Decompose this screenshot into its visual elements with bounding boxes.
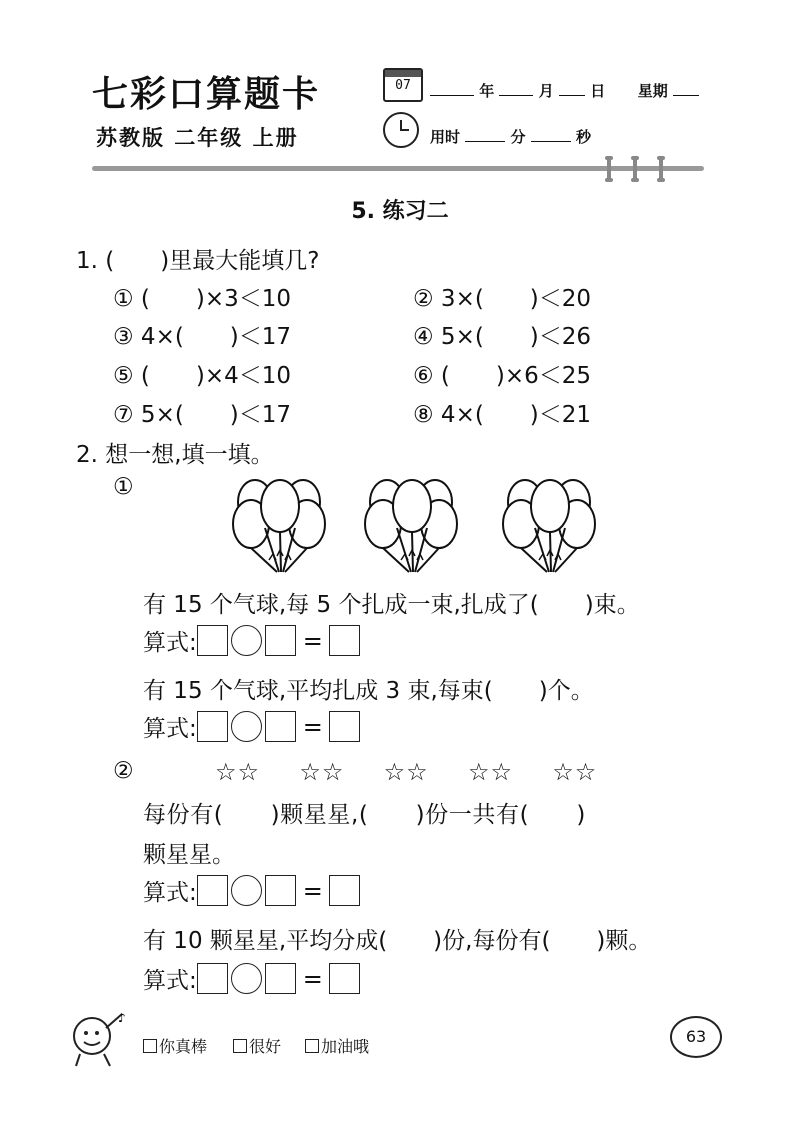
q2-line4: 有 10 颗星星,平均分成( )份,每份有( )颗。 [143, 928, 652, 954]
q2-line1: 有 15 个气球,每 5 个扎成一束,扎成了( )束。 [143, 592, 640, 618]
answer-box[interactable] [329, 711, 360, 742]
rating-option[interactable]: 你真棒 [143, 1034, 207, 1057]
clock-icon [383, 112, 419, 148]
q1-item: ① ( )×3＜10 [113, 286, 292, 312]
date-line [430, 80, 699, 101]
brand-title: 七彩口算题卡 [92, 73, 321, 115]
operator-circle[interactable] [231, 963, 262, 994]
star-group: ☆☆ [467, 758, 513, 786]
calendar-day: 07 [395, 78, 411, 93]
q1-item: ⑦ 5×( )＜17 [113, 402, 292, 428]
q1-item: ⑥ ( )×6＜25 [413, 363, 592, 389]
q2-title: 2. 想一想,填一填。 [76, 442, 274, 468]
month-label: 月 [538, 82, 554, 100]
rating-option[interactable]: 很好 [233, 1034, 281, 1057]
time-prefix: 用时 [430, 128, 461, 146]
calendar-icon [383, 68, 423, 102]
year-label: 年 [479, 82, 495, 100]
operator-circle[interactable] [231, 875, 262, 906]
day-label: 日 [590, 82, 606, 100]
time-line [430, 126, 591, 147]
q1-item: ④ 5×( )＜26 [413, 324, 592, 350]
edition-label: 苏教版 二年级 上册 [96, 126, 299, 150]
checkbox-icon[interactable] [305, 1039, 319, 1053]
answer-box[interactable] [329, 625, 360, 656]
equals-sign: = [302, 876, 323, 905]
balloon-bunches-image [225, 472, 615, 582]
answer-box[interactable] [197, 963, 228, 994]
answer-box[interactable] [329, 963, 360, 994]
mascot-icon [66, 1006, 136, 1070]
answer-box[interactable] [265, 875, 296, 906]
checkbox-icon[interactable] [143, 1039, 157, 1053]
rating-option[interactable]: 加油哦 [305, 1034, 369, 1057]
q2-line3b: 颗星星。 [143, 842, 235, 868]
formula-label: 算式: [143, 968, 197, 994]
answer-box[interactable] [265, 625, 296, 656]
weekday-label: 星期 [637, 82, 668, 100]
q1-item: ⑧ 4×( )＜21 [413, 402, 592, 428]
formula-row [143, 710, 363, 743]
q1-item: ⑤ ( )×4＜10 [113, 363, 292, 389]
formula-label: 算式: [143, 716, 197, 742]
divider-pin-icon [659, 158, 663, 180]
equals-sign: = [302, 712, 323, 741]
formula-row [143, 962, 363, 995]
operator-circle[interactable] [231, 711, 262, 742]
q1-item: ② 3×( )＜20 [413, 286, 592, 312]
header-divider [92, 166, 704, 171]
divider-pin-icon [607, 158, 611, 180]
q2-line3: 每份有( )颗星星,( )份一共有( ) [143, 802, 586, 828]
answer-box[interactable] [329, 875, 360, 906]
answer-box[interactable] [197, 875, 228, 906]
q2-line2: 有 15 个气球,平均扎成 3 束,每束( )个。 [143, 678, 594, 704]
lesson-title: 5. 练习二 [351, 199, 449, 224]
star-groups [215, 758, 597, 786]
equals-sign: = [302, 964, 323, 993]
q1-item: ③ 4×( )＜17 [113, 324, 292, 350]
answer-box[interactable] [265, 963, 296, 994]
svg-text:♪: ♪ [118, 1011, 126, 1025]
formula-row [143, 624, 363, 657]
star-group: ☆☆ [383, 758, 429, 786]
q1-title: 1. ( )里最大能填几? [76, 248, 320, 274]
minutes-label: 分 [510, 128, 526, 146]
answer-box[interactable] [197, 711, 228, 742]
operator-circle[interactable] [231, 625, 262, 656]
page-number: 63 [670, 1016, 722, 1058]
answer-box[interactable] [265, 711, 296, 742]
formula-label: 算式: [143, 880, 197, 906]
formula-label: 算式: [143, 630, 197, 656]
star-group: ☆☆ [552, 758, 598, 786]
star-group: ☆☆ [299, 758, 345, 786]
equals-sign: = [302, 626, 323, 655]
formula-row [143, 874, 363, 907]
checkbox-icon[interactable] [233, 1039, 247, 1053]
q2-part2-marker: ② [113, 758, 134, 784]
divider-pin-icon [633, 158, 637, 180]
star-group: ☆☆ [215, 758, 261, 786]
answer-box[interactable] [197, 625, 228, 656]
q2-part1-marker: ① [113, 474, 134, 500]
seconds-label: 秒 [575, 128, 591, 146]
